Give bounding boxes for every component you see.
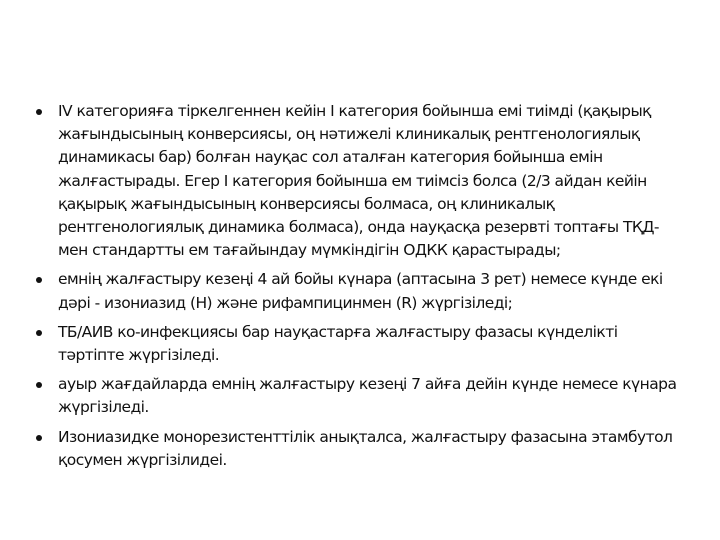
- bullet-marker: [36, 109, 42, 115]
- bullet-item-4: [34, 373, 684, 419]
- bullet-text: IV категорияға тіркелгеннен кейін I категория бойынша емі тиімді (қақырық жағындысының конверсиясы, оң нәтижелі клиникалық рентгенологиялық динамикасы бар) болған науқас сол аталған категория бойынша емін жалғастырады. Егер I категория бойынша ем тиімсіз болса (2/3 айдан кейін қақырық жағындысының конверсиясы болмаса, оң клиникалық рентгенологиялық динамика болмаса), онда науқасқа резервті топтағы ТҚД-мен стандартты ем тағайындау мүмкіндігін ОДКК қарастырады;: [58, 102, 659, 260]
- bullet-item-2: [34, 268, 684, 314]
- bullet-item-5: [34, 426, 684, 472]
- bullet-text: емнің жалғастыру кезеңі 4 ай бойы күнара (аптасына 3 рет) немесе күнде екі дәрі - изониазид (Н) және рифампицинмен (R) жүргізіледі;: [58, 270, 663, 312]
- bullet-marker: [36, 435, 42, 441]
- bullet-item-3: [34, 321, 684, 367]
- bullet-marker: [36, 382, 42, 388]
- bullet-text: ауыр жағдайларда емнің жалғастыру кезеңі 7 айға дейін күнде немесе күнара жүргізіледі.: [58, 375, 677, 417]
- bullet-text: Изониазидке монорезистенттілік анықталса, жалғастыру фазасына этамбутол қосумен жүргізілидеі.: [58, 427, 673, 469]
- bullet-text: ТБ/АИВ ко-инфекциясы бар науқастарға жалғастыру фазасы күнделікті тәртіпте жүргізіледі.: [58, 322, 618, 365]
- bullet-marker: [36, 277, 42, 283]
- bullet-marker: [36, 330, 42, 336]
- bullet-list: [34, 100, 684, 478]
- bullet-item-1: [34, 100, 684, 262]
